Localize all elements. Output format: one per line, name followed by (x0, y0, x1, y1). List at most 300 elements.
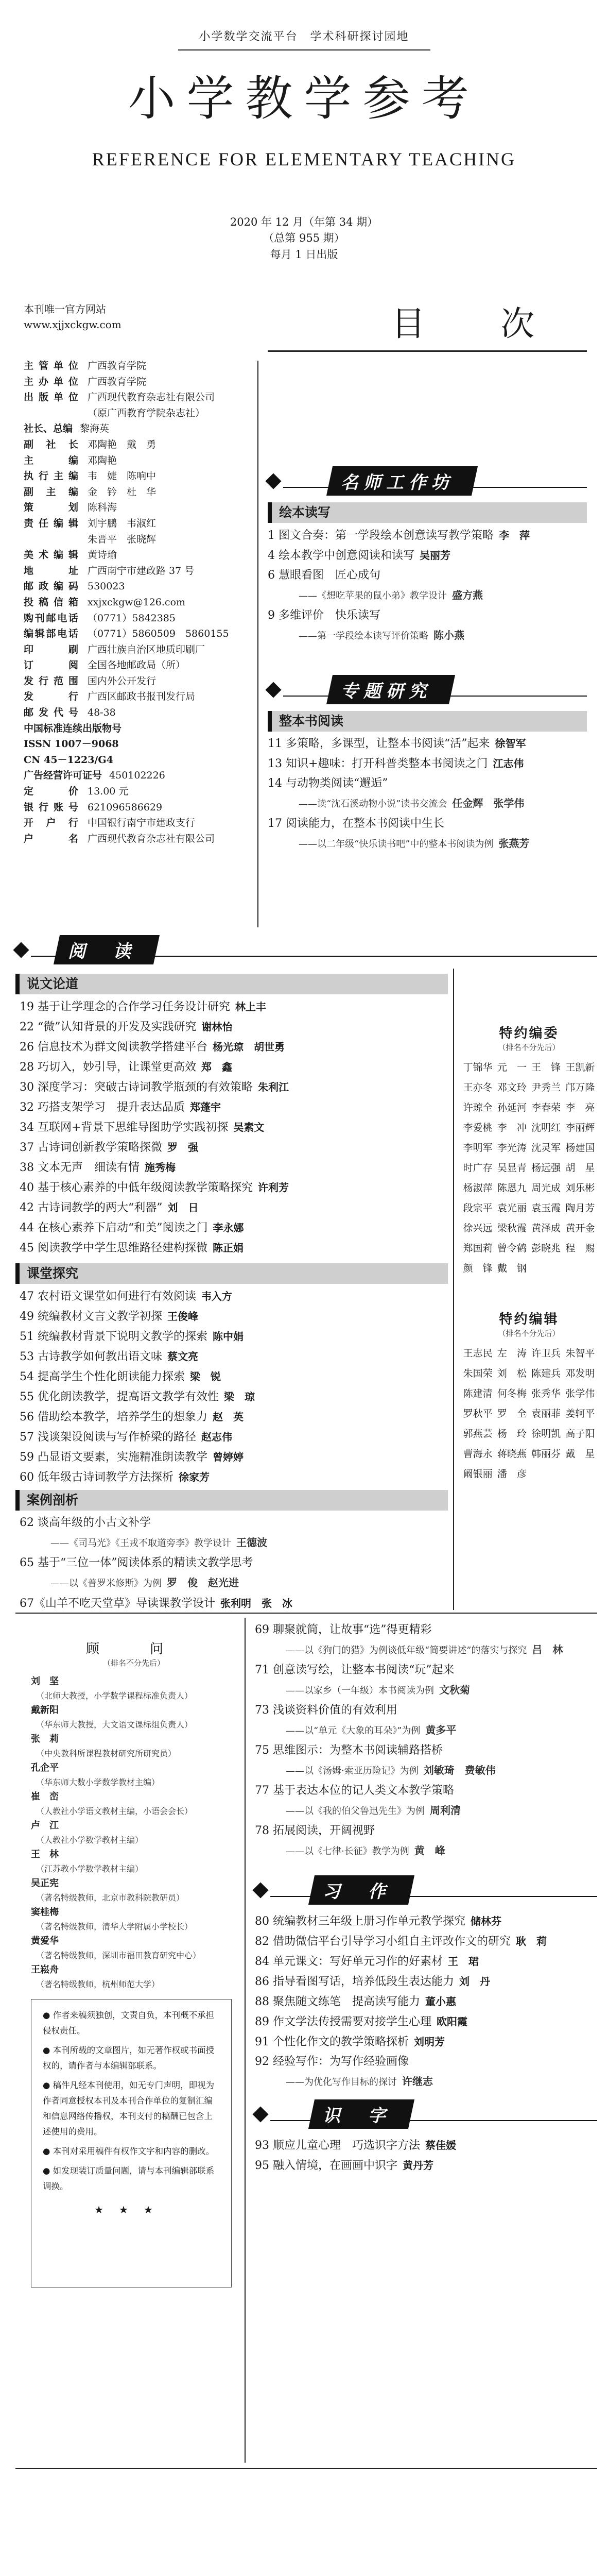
toc-entry-author: 徐家芳 (179, 1471, 210, 1483)
info-value: （0771）5860509 5860155 (88, 628, 229, 640)
info-value: （原广西教育学院杂志社） (88, 407, 205, 419)
toc-entry-title: ——为优化写作目标的探讨 (286, 2077, 397, 2088)
advisor-role: （著名特级教师，杭州师范大学） (36, 1979, 160, 1989)
toc-entry-author: 董小惠 (425, 1995, 456, 2008)
toc-entry-author: 李永娜 (213, 1222, 244, 1234)
advisor-role: （著名特级教师，北京市教科院教研员） (36, 1893, 185, 1903)
panel-bianwei-title: 特约编委 (499, 1026, 559, 1041)
info-key (24, 405, 78, 421)
masthead-tagline: 小学数学交流平台 学术科研探讨园地 (199, 30, 409, 43)
editor-name: 李明军 (463, 1142, 493, 1154)
info-row (24, 721, 260, 737)
section-banner-shizi (255, 2099, 597, 2128)
toc-entry-author: 黄 峰 (414, 1844, 445, 1857)
toc-entry[interactable] (255, 2032, 597, 2052)
toc-entry[interactable] (255, 1972, 597, 1992)
toc-subtitle[interactable] (20, 1573, 452, 1594)
info-row (24, 642, 260, 658)
toc-entry-title: 42 古诗词教学的两大“利器” (20, 1201, 163, 1214)
info-value: 全国各地邮政局（所） (88, 659, 186, 671)
toc-entry[interactable] (20, 1077, 452, 1097)
toc-entry-author: 储林芬 (471, 1915, 501, 1927)
editor-name: 蒋晓燕 (497, 1448, 527, 1460)
toc-subtitle[interactable] (255, 2072, 597, 2092)
toc-entry-author: 陈正娟 (213, 1242, 244, 1254)
toc-subtitle[interactable] (268, 625, 587, 646)
toc-list-mingshi (268, 526, 587, 646)
toc-subtitle[interactable] (268, 834, 587, 854)
toc-list-zhuanti (268, 734, 587, 854)
advisor (31, 1674, 237, 1703)
info-row (24, 768, 260, 784)
toc-entry-author: 赵 英 (213, 1411, 244, 1423)
toc-entry[interactable] (255, 1931, 597, 1952)
info-value: 中国银行南宁市建政支行 (88, 817, 196, 829)
advisor (31, 1703, 237, 1732)
toc-entry-title: 71 创意读写绘，让整本书阅读“玩”起来 (255, 1664, 455, 1676)
info-value: 广西教育学院 (88, 376, 147, 387)
section-banner-yuedu (15, 935, 597, 964)
toc-entry-author: 吕 林 (532, 1643, 563, 1656)
info-row (24, 374, 260, 390)
category-zhengben: 整本书阅读 (268, 711, 587, 732)
editor-name: 李春荣 (531, 1102, 561, 1113)
editor-name: 姜轲平 (565, 1408, 595, 1419)
toc-entry-title: 38 文本无声 细读有情 (20, 1161, 140, 1174)
info-key: 责任编辑 (24, 517, 78, 529)
toc-entry-author: 周利清 (430, 1804, 461, 1817)
info-key: 广告经营许可证号 (24, 770, 102, 782)
toc-entry[interactable] (20, 1387, 452, 1407)
advisor-role: （江苏教小学数学教材主编） (36, 1864, 144, 1874)
toc-entry[interactable] (268, 754, 587, 774)
toc-entry-title: 91 个性化作文的教学策略探析 (255, 2036, 409, 2048)
toc-entry[interactable] (255, 1741, 597, 1760)
toc-entry[interactable] (268, 566, 587, 585)
editor-name: 周光成 (531, 1182, 561, 1194)
toc-subtitle[interactable] (255, 1801, 597, 1821)
toc-entry-title: 22 “微”认知背景的开发及实践研究 (20, 1021, 197, 1033)
advisor-name: 王 林 (31, 1849, 59, 1860)
toc-entry-title: 53 古诗教学如何教出语文味 (20, 1350, 162, 1363)
info-value: 广西教育学院 (88, 360, 147, 371)
info-row (24, 421, 260, 437)
info-value: 黄诗瑜 (88, 549, 117, 561)
toc-entry-title: 54 提高学生个性化朗读能力探索 (20, 1370, 185, 1383)
toc-entry[interactable] (20, 1097, 452, 1117)
editor-name: 袁光丽 (497, 1202, 527, 1214)
toc-entry[interactable] (20, 1138, 452, 1158)
toc-entry-author: 吴素文 (233, 1121, 265, 1133)
advisor-role: （中央教科所课程教材研究所研究员） (36, 1749, 177, 1758)
info-row (24, 453, 260, 469)
toc-list-continue (255, 1620, 597, 1861)
toc-entry[interactable] (20, 1407, 452, 1427)
toc-entry[interactable] (268, 546, 587, 566)
editor-name: 黄泽成 (531, 1223, 561, 1234)
toc-entry-title: 67《山羊不吃天堂草》导读课教学设计 (20, 1597, 215, 1610)
info-row (24, 673, 260, 689)
panel-divider (453, 969, 454, 1610)
toc-entry-title: ——第一学段绘本读写评价策略 (299, 631, 428, 641)
info-key: 投稿信箱 (24, 596, 78, 608)
toc-entry-title: 92 经验写作：为写作经验画像 (255, 2055, 409, 2068)
notes-box (31, 1999, 232, 2287)
editor-name: 杨淑萍 (463, 1182, 493, 1194)
info-row (24, 532, 260, 548)
advisor-name: 刘 坚 (31, 1676, 59, 1687)
journal-title-en: REFERENCE FOR ELEMENTARY TEACHING (92, 149, 516, 170)
editor-name: 沈灵军 (531, 1142, 561, 1154)
info-key: 执行主编 (24, 470, 78, 482)
panel-bianji (461, 1309, 597, 1484)
advisor-name: 张 莉 (31, 1734, 59, 1744)
toc-subtitle[interactable] (255, 1720, 597, 1741)
toc-entry[interactable] (20, 1238, 452, 1258)
editor-name: 段宗平 (463, 1202, 493, 1214)
editor-name: 孙延河 (497, 1102, 527, 1113)
toc-entry-title: 55 优化朗读教学，提高语文教学有效性 (20, 1391, 219, 1403)
toc-entry-title: 78 拓展阅读，开阔视野 (255, 1824, 375, 1837)
editor-name: 元 一 (497, 1062, 527, 1073)
info-value: 广西现代教育杂志社有限公司 (88, 392, 215, 403)
info-key: 开户行 (24, 817, 78, 829)
toc-entry-title: 4 绘本教学中创意阅读和读写 (268, 549, 414, 562)
info-row (24, 389, 260, 405)
editor-name: 邓发明 (565, 1368, 595, 1379)
info-value: （0771）5842385 (88, 612, 176, 624)
info-key: 主办单位 (24, 376, 78, 387)
section-banner-zhuanti (268, 675, 587, 704)
toc-entry-author: 刘 丹 (459, 1975, 490, 1988)
panel-bianji-note: （排名不分先后） (498, 1329, 560, 1338)
editor-name: 彭晓兆 (531, 1243, 561, 1254)
toc-entry-title: 89 作文学法传授需要对接学生心理 (255, 2015, 431, 2028)
toc-entry-author: 林上丰 (235, 1001, 266, 1013)
toc-entry[interactable] (20, 1427, 452, 1447)
editor-name: 黄开金 (565, 1223, 595, 1234)
toc-entry-title: 51 统编教材背景下说明文教学的探索 (20, 1330, 207, 1343)
info-value: 邓陶艳 (88, 454, 117, 466)
editor-name: 邝万隆 (565, 1082, 595, 1093)
info-row (24, 579, 260, 595)
lower-divider (245, 1618, 246, 2463)
toc-entry[interactable] (268, 774, 587, 793)
toc-entry-title: 19 基于让学理念的合作学习任务设计研究 (20, 1001, 230, 1013)
editor-name: 邓文玲 (497, 1082, 527, 1093)
info-key: 出版单位 (24, 392, 78, 403)
toc-entry[interactable] (255, 2052, 597, 2072)
info-row (24, 626, 260, 642)
info-value: 48-38 (88, 707, 116, 719)
toc-subtitle[interactable] (255, 1760, 597, 1781)
editor-name: 张秀华 (531, 1388, 561, 1399)
info-row (24, 484, 260, 500)
toc-entry-title: 59 凸显语文要素，实施精准朗读教学 (20, 1451, 207, 1464)
info-row (24, 736, 260, 752)
info-value: 450102226 (109, 770, 165, 782)
category-anli: 案例剖析 (15, 1490, 448, 1511)
toc-entry[interactable] (20, 1327, 452, 1347)
toc-entry-title: ——《司马光》《王戎不取道旁李》教学设计 (50, 1538, 231, 1549)
editor-name: 吴显青 (497, 1162, 527, 1174)
info-value: 广西壮族自治区地质印刷厂 (88, 643, 205, 655)
editor-name: 朱国荣 (463, 1368, 493, 1379)
editor-name: 张学伟 (565, 1388, 595, 1399)
info-key: ISSN 1007－9068 (24, 738, 119, 750)
toc-entry-author: 谢林怡 (201, 1021, 233, 1033)
editor-name: 韩丽芬 (531, 1448, 561, 1460)
toc-entry-title: 40 基于核心素养的中低年级阅读教学策略探究 (20, 1181, 253, 1194)
advisor-role: （人教社小学语文教材主编，小语会会长） (36, 1806, 193, 1816)
official-site (24, 301, 121, 332)
editor-name: 王亦冬 (463, 1082, 493, 1093)
toc-subtitle[interactable] (255, 1680, 597, 1701)
toc-title: 目 次 (391, 304, 555, 344)
toc-title-rule (268, 350, 587, 352)
toc-list-shuwen (20, 997, 452, 1258)
info-row (24, 800, 260, 816)
advisor-role: （著名特级教师，清华大学附属小学校长） (36, 1922, 193, 1931)
toc-entry-title: 56 借助绘本教学，培养学生的想象力 (20, 1411, 207, 1423)
toc-list-anli (20, 1513, 452, 1614)
toc-entry[interactable] (20, 997, 452, 1017)
toc-entry-author: 陈中娟 (213, 1330, 244, 1343)
toc-entry[interactable] (255, 1701, 597, 1720)
toc-entry-author: 杨光琼 胡世勇 (213, 1041, 285, 1053)
advisor-name: 黄爱华 (31, 1936, 59, 1946)
advisor (31, 1905, 237, 1934)
toc-entry[interactable] (20, 1218, 452, 1238)
info-key: 户名 (24, 833, 78, 844)
toc-subtitle[interactable] (20, 1533, 452, 1553)
info-row (24, 563, 260, 579)
info-value: 韦 婕 陈响中 (88, 470, 157, 482)
toc-entry-author: 罗 强 (167, 1141, 198, 1154)
toc-entry-author: 朱利江 (258, 1081, 289, 1093)
publication-info (24, 358, 260, 846)
toc-entry[interactable] (20, 1037, 452, 1057)
tagline-rule (178, 49, 430, 50)
toc-entry[interactable] (20, 1178, 452, 1198)
toc-entry[interactable] (20, 1117, 452, 1138)
bottom-rule (15, 2468, 597, 2469)
info-value: 530023 (88, 581, 125, 592)
guwen-panel (31, 1638, 237, 1992)
editor-name: 罗 全 (497, 1408, 527, 1419)
toc-entry[interactable] (20, 1286, 452, 1307)
toc-entry[interactable] (20, 1367, 452, 1387)
toc-entry-author: 曾婷婷 (213, 1451, 244, 1463)
info-row (24, 405, 260, 421)
info-key: 主编 (24, 454, 78, 466)
toc-entry-author: 郑蓬宇 (190, 1101, 221, 1113)
info-key: 发行 (24, 691, 78, 703)
info-key: 副社长 (24, 438, 78, 450)
toc-entry-author: 梁 锐 (190, 1370, 221, 1383)
info-row (24, 547, 260, 563)
advisor (31, 1963, 237, 1992)
info-value: 广西南宁市建政路 37 号 (88, 565, 195, 577)
toc-entry[interactable] (20, 1017, 452, 1037)
toc-entry-author: 许利芳 (258, 1181, 289, 1194)
editor-name: 梁秋霞 (497, 1223, 527, 1234)
editor-name: 李爱桃 (463, 1122, 493, 1133)
toc-entry-title: ——以《普罗米修斯》为例 (50, 1578, 162, 1589)
section-banner-mingshi (268, 466, 587, 495)
toc-entry-title: 86 指导看图写话，培养低段生表达能力 (255, 1975, 454, 1988)
toc-subtitle[interactable] (268, 585, 587, 606)
toc-entry-author: 赵志伟 (201, 1431, 232, 1443)
editor-name: 陶月芳 (565, 1202, 595, 1214)
toc-entry-title: ——读“沈石溪动物小说”读书交流会 (299, 799, 447, 809)
toc-list-ketang (20, 1286, 452, 1487)
toc-subtitle[interactable] (268, 793, 587, 814)
toc-entry-title: 34 互联网+背景下思维导图助学实践初探 (20, 1121, 229, 1134)
info-key: 主管单位 (24, 360, 78, 371)
info-value: 朱晋平 张晓辉 (88, 533, 157, 545)
editor-name: 时广存 (463, 1162, 493, 1174)
info-row (24, 500, 260, 516)
editor-name: 潘 彦 (497, 1468, 527, 1480)
toc-entry-title: 9 多维评价 快乐读写 (268, 609, 380, 622)
toc-entry[interactable] (268, 606, 587, 625)
toc-entry[interactable] (268, 814, 587, 834)
editor-name: 李光涛 (497, 1142, 527, 1154)
editor-name: 沈明红 (531, 1122, 561, 1133)
toc-entry[interactable] (255, 2156, 597, 2176)
notes-stars: ★★★ (94, 2204, 168, 2216)
toc-list-shizi (255, 2136, 597, 2176)
info-value: 广西区邮政书报刊发行局 (88, 691, 196, 703)
toc-entry-title: 14 与动物类阅读“邂逅” (268, 777, 388, 790)
toc-entry-author: 施秀梅 (145, 1161, 176, 1174)
info-value: 广西现代教育杂志社有限公司 (88, 833, 215, 844)
toc-entry[interactable] (268, 734, 587, 754)
editor-name: 曾令鹤 (497, 1243, 527, 1254)
toc-entry[interactable] (255, 1821, 597, 1841)
advisor (31, 1934, 237, 1963)
section-title-zhuanti: 专题研究 (341, 681, 431, 702)
info-key: 编辑部电话 (24, 628, 78, 640)
toc-entry[interactable] (20, 1467, 452, 1487)
advisor-role: （北师大教授，小学数学课程标准负责人） (36, 1691, 193, 1701)
toc-entry-author: 张利明 张 冰 (220, 1597, 292, 1609)
toc-entry-title: 69 聊聚就简，让故事“选”得更精彩 (255, 1623, 432, 1636)
publish-schedule: 每月 1 日出版 (270, 248, 338, 261)
toc-entry-author: 蔡佳媛 (425, 2139, 456, 2151)
toc-entry[interactable] (255, 1952, 597, 1972)
info-key: 策划 (24, 502, 78, 514)
toc-entry[interactable] (255, 1911, 597, 1931)
toc-entry-title: ——以《汤姆·索亚历险记》为例 (286, 1766, 419, 1776)
toc-entry-author: 江志伟 (493, 757, 524, 770)
toc-entry[interactable] (20, 1198, 452, 1218)
guwen-note: （排名不分先后） (102, 1658, 165, 1668)
toc-entry-title: ——以二年级“快乐读书吧”中的整本书阅读为例 (299, 839, 494, 850)
toc-entry[interactable] (268, 526, 587, 546)
toc-entry[interactable] (255, 2012, 597, 2032)
toc-entry[interactable] (20, 1347, 452, 1367)
info-row (24, 752, 260, 768)
toc-entry[interactable] (20, 1553, 452, 1573)
toc-entry[interactable] (20, 1513, 452, 1533)
toc-entry-title: 88 聚焦随文练笔 提高读写能力 (255, 1995, 420, 2008)
editor-name: 郭燕芸 (463, 1428, 493, 1439)
toc-entry-title: 11 多策略，多课型，让整本书阅读“活”起来 (268, 737, 490, 750)
toc-entry[interactable] (255, 1992, 597, 2012)
info-key: 购刊邮电话 (24, 612, 78, 624)
toc-list-xizuo (255, 1911, 597, 2092)
toc-entry-author: 李 萍 (499, 529, 530, 541)
panel-bianwei-note: （排名不分先后） (498, 1043, 560, 1052)
info-key: 银行账号 (24, 801, 78, 813)
advisor-name: 王崧舟 (31, 1964, 59, 1975)
info-row (24, 815, 260, 831)
toc-entry-title: 82 借助微信平台引导学习小组自主评改作文的研究 (255, 1935, 511, 1948)
editor-name: 王凯新 (565, 1062, 595, 1073)
editor-name: 何冬梅 (497, 1388, 527, 1399)
toc-entry-title: 47 农村语文课堂如何进行有效阅读 (20, 1290, 196, 1303)
info-key: 副主编 (24, 486, 78, 498)
advisor (31, 1876, 237, 1905)
toc-entry-title: 65 基于“三位一体”阅读体系的精读文教学思考 (20, 1556, 253, 1569)
advisor-name: 窦桂梅 (31, 1907, 59, 1918)
toc-entry[interactable] (255, 1781, 597, 1801)
info-value: xxjxckgw@126.com (88, 596, 186, 608)
editor-name: 罗秋平 (463, 1408, 493, 1419)
advisor-role: （华东师大教授，大文语文课标组负责人） (36, 1720, 193, 1730)
toc-entry-author: 许继志 (402, 2075, 433, 2088)
toc-entry-title: 57 浅谈架设阅读与写作桥梁的路径 (20, 1431, 196, 1444)
editor-name: 杨建国 (565, 1142, 595, 1154)
toc-entry[interactable] (20, 1057, 452, 1077)
panel-bianji-title: 特约编辑 (499, 1312, 559, 1327)
total-issue: （总第 955 期） (263, 232, 345, 244)
toc-entry[interactable] (20, 1594, 452, 1614)
toc-entry-title: 62 谈高年级的小古文补学 (20, 1516, 151, 1529)
notes-list (43, 2008, 220, 2194)
section-title-shizi: 识 字 (323, 2106, 391, 2126)
info-row (24, 831, 260, 847)
bianji-names (461, 1344, 597, 1484)
site-url[interactable]: www.xjjxckgw.com (24, 318, 121, 331)
toc-entry[interactable] (20, 1158, 452, 1178)
panel-bianwei (461, 1023, 597, 1279)
editor-name: 王志民 (463, 1348, 493, 1359)
toc-entry-title: ——以“单元《大象的耳朵》”为例 (286, 1725, 421, 1736)
toc-entry-title: ——《想吃苹果的鼠小弟》教学设计 (299, 590, 447, 601)
info-key: 社长、总编 (24, 423, 73, 435)
editor-name: 程 赐 (565, 1243, 595, 1254)
toc-entry-author: 耿 莉 (516, 1935, 547, 1947)
editor-name: 戴 钢 (497, 1263, 527, 1274)
toc-entry-author: 文秋菊 (439, 1684, 470, 1696)
toc-entry[interactable] (255, 2136, 597, 2156)
toc-entry[interactable] (20, 1307, 452, 1327)
toc-entry[interactable] (20, 1447, 452, 1467)
toc-entry-author: 蔡文亮 (167, 1350, 198, 1363)
toc-entry[interactable] (255, 1660, 597, 1680)
editor-name: 郑国莉 (463, 1243, 493, 1254)
toc-subtitle[interactable] (255, 1640, 597, 1660)
advisor (31, 1761, 237, 1790)
toc-entry[interactable] (255, 1620, 597, 1640)
section-title-mingshi: 名师工作坊 (341, 472, 454, 493)
toc-subtitle[interactable] (255, 1841, 597, 1861)
advisor-name: 吴正宪 (31, 1878, 59, 1889)
section-banner-xizuo (255, 1875, 597, 1904)
